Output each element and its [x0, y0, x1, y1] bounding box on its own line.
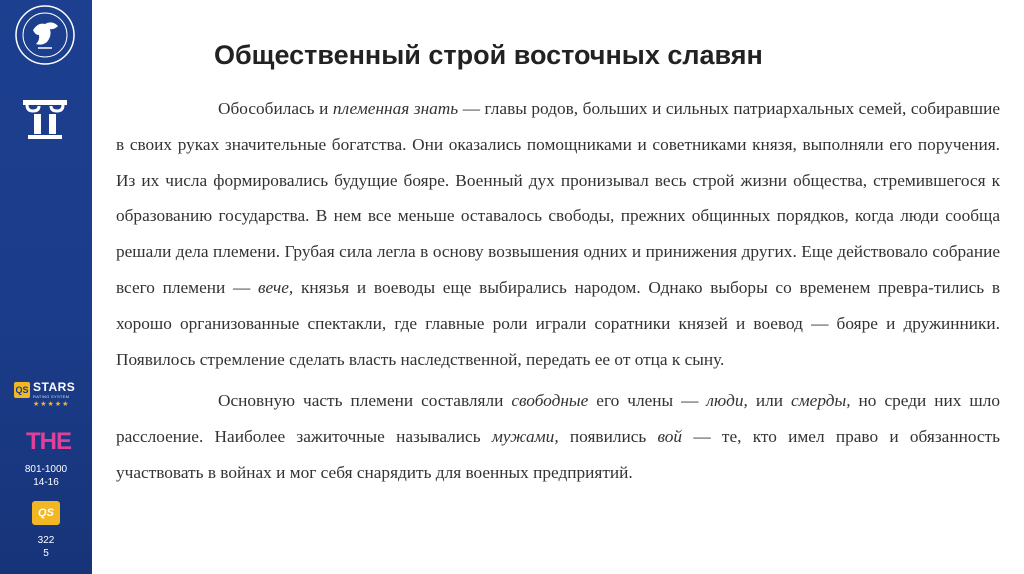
stars-rating-icon: ★★★★★ — [33, 401, 70, 408]
column-emblem-logo — [20, 96, 70, 142]
stars-qs-mark: QS — [14, 382, 30, 398]
p2-text-4: но среди них шло расслоение. Наиболее зажиточные назывались — [116, 391, 1000, 447]
p1-text-3: князья и воеводы еще выбирались народом. Однако выборы со временем превра-тились в хорошо организованные спектакли, где главные роли играли соратники князей и воевод — бояре и дружинники. Появилось стремление сделать власть наследственной, передать ее от отца к сыну. — [116, 277, 1001, 369]
stars-title: STARS — [33, 380, 76, 394]
the-rank-line-1: 801-1000 — [24, 464, 68, 475]
stars-subtitle: RATING SYSTEM — [33, 394, 70, 399]
paragraph-2 — [116, 383, 1000, 490]
p2-emphasis-1: свободные — [511, 391, 589, 411]
p2-emphasis-4: мужами, — [491, 427, 559, 447]
university-crest-logo — [14, 4, 76, 66]
p2-text-5: появились — [558, 427, 658, 447]
p2-emphasis-2: люди, — [706, 391, 748, 411]
p2-emphasis-3: смерды, — [790, 391, 851, 411]
the-logo: THE — [26, 428, 71, 455]
p1-emphasis-2: вече, — [258, 277, 294, 297]
p1-text-2: — главы родов, больших и сильных патриархальных семей, собиравшие в своих руках значительные богатства. Они оказались помощниками и советниками князя, выполняли его поручения. Из их числа формировались будущие бояре. Военный дух пронизывал весь строй жизни общества, стремившегося к образованию государства. В нем все меньше оставалось свободы, прежних общинных порядков, когда люди сообща решали дела племени. Грубая сила легла в основу возвышения одних и принижения других. Еще действовало собрание всего племени — — [116, 99, 1000, 297]
p2-text-3: или — [747, 391, 791, 411]
the-ranking-badge — [26, 428, 71, 458]
p1-emphasis-1: племенная знать — [332, 99, 459, 118]
slide-title: Общественный строй восточных славян — [214, 40, 763, 70]
p2-emphasis-5: вой — [657, 427, 683, 447]
sidebar — [0, 0, 92, 574]
p2-text-2: его члены — — [588, 391, 707, 411]
the-rank-line-2: 14-16 — [33, 477, 59, 488]
qs-ranking-badge: QS — [32, 501, 60, 525]
p2-text-6: — те, кто имел право и обязанность участвовать в войнах и мог себя снарядить для военных предприятий. — [116, 427, 1000, 482]
qs-stars-badge — [11, 378, 81, 414]
qs-rank-line-1: 322 — [37, 535, 55, 546]
paragraph-1 — [116, 91, 1000, 377]
qs-rank-line-2: 5 — [43, 548, 49, 559]
p2-text-1: Основную часть племени составляли — [218, 391, 512, 411]
slide-body — [116, 91, 1000, 491]
p1-text-1: Обособилась и — [218, 99, 333, 118]
